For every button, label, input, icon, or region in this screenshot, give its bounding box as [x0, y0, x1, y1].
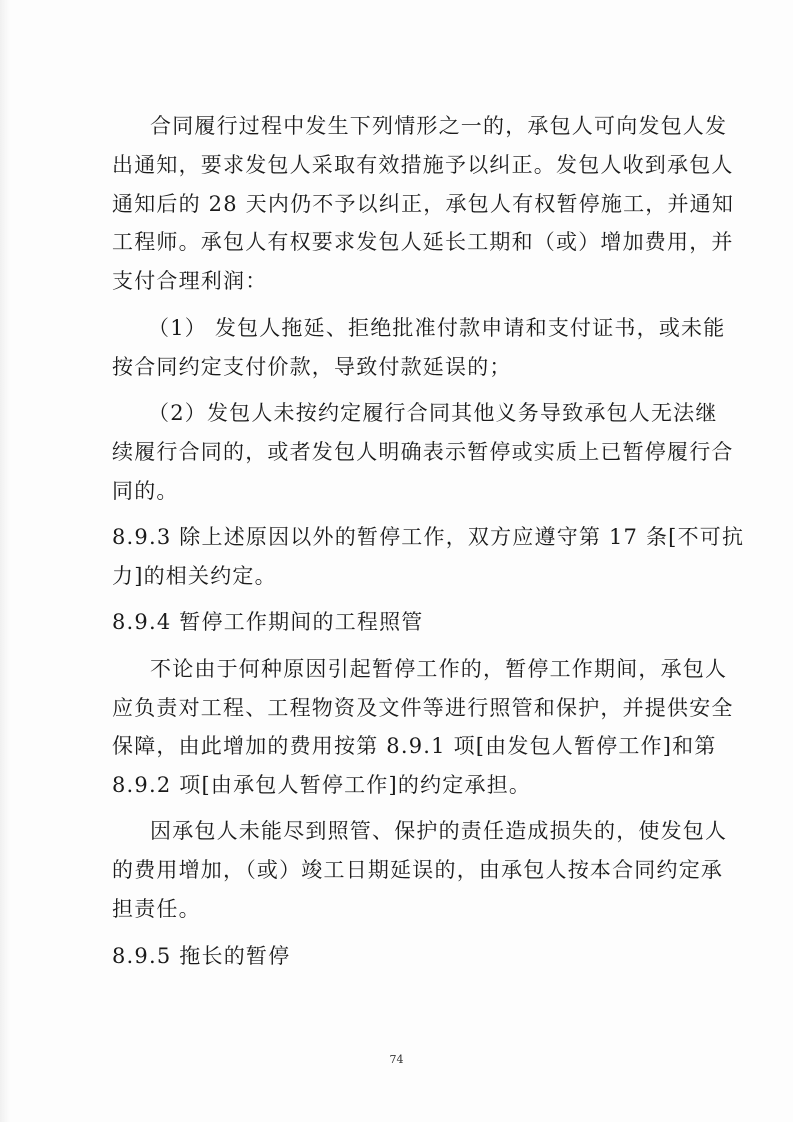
paragraph-line: 的费用增加，（或）竣工日期延误的，由承包人按本合同约定承 [112, 858, 724, 882]
paragraph-line: 工程师。承包人有权要求发包人延长工期和（或）增加费用，并 [112, 230, 734, 254]
paragraph-line: 出通知，要求发包人采取有效措施予以纠正。发包人收到承包人 [112, 153, 734, 177]
scan-edge-shadow [0, 0, 10, 1122]
paragraph-line: 支付合理利润： [112, 269, 268, 293]
list-item-line: （2）发包人未按约定履行合同其他义务导致承包人无法继 [148, 401, 718, 425]
paragraph-line: 合同履行过程中发生下列情形之一的，承包人可向发包人发 [150, 114, 728, 138]
paragraph-line: 因承包人未能尽到照管、保护的责任造成损失的，使发包人 [150, 819, 728, 843]
paragraph-line: 应负责对工程、工程物资及文件等进行照管和保护，并提供安全 [112, 696, 734, 720]
list-item-line: （1） 发包人拖延、拒绝批准付款申请和支付证书，或未能 [148, 316, 726, 340]
list-item-line: 按合同约定支付价款，导致付款延误的； [112, 355, 512, 379]
paragraph-line: 不论由于何种原因引起暂停工作的，暂停工作期间，承包人 [150, 657, 728, 681]
page-number: 74 [389, 1053, 404, 1066]
section-heading: 8.9.5 拖长的暂停 [112, 944, 291, 968]
paragraph-line: 保障，由此增加的费用按第 8.9.1 项[由发包人暂停工作]和第 [112, 734, 717, 758]
list-item-line: 续履行合同的，或者发包人明确表示暂停或实质上已暂停履行合 [112, 440, 734, 464]
section-heading: 8.9.4 暂停工作期间的工程照管 [112, 610, 424, 634]
clause-line: 力]的相关约定。 [112, 564, 277, 588]
paragraph-line: 通知后的 28 天内仍不予以纠正，承包人有权暂停施工，并通知 [112, 192, 735, 216]
clause-line: 8.9.3 除上述原因以外的暂停工作，双方应遵守第 17 条[不可抗 [112, 525, 745, 549]
paragraph-line: 担责任。 [112, 897, 201, 921]
paragraph-line: 8.9.2 项[由承包人暂停工作]的约定承担。 [112, 773, 532, 797]
list-item-line: 同的。 [112, 479, 179, 503]
